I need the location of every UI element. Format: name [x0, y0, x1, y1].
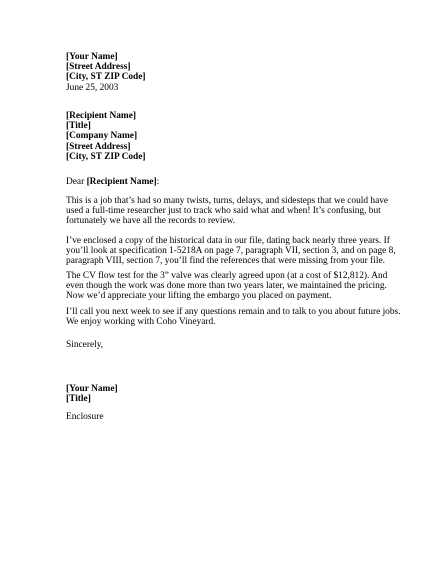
paragraph-line: I’ve enclosed a copy of the historical data in our file, dating back nearly three years. If — [66, 236, 390, 246]
signature-block — [66, 384, 406, 404]
closing: Sincerely, — [66, 340, 104, 350]
enclosure-notation: Enclosure — [66, 412, 104, 422]
body-paragraph-4 — [66, 307, 406, 327]
paragraph-line: even though the work was done more than two years later, we maintained the pricing. — [66, 281, 387, 292]
body-paragraph-2 — [66, 236, 406, 267]
body-paragraph-1 — [66, 196, 406, 227]
sender-block — [66, 52, 406, 93]
recipient-company: [Company Name] — [66, 131, 138, 142]
closing-block — [66, 340, 406, 350]
recipient-city: [City, ST ZIP Code] — [66, 151, 146, 162]
paragraph-line: you’ll look at specification 1-5218A on page 7, paragraph VII, section 3, and on page 8, — [66, 246, 396, 257]
paragraph-line: We enjoy working with Coho Vineyard. — [66, 317, 216, 328]
paragraph-line: The CV flow test for the 3” valve was clearly agreed upon (at a cost of $12,812). And — [66, 271, 388, 281]
recipient-title: [Title] — [66, 121, 91, 132]
salutation-name: [Recipient Name] — [86, 177, 157, 187]
paragraph-line: used a full-time researcher just to track who said what and when! It’s confusing, but — [66, 206, 381, 217]
body-paragraph-3 — [66, 271, 406, 302]
enclosure-block — [66, 412, 406, 422]
paragraph-line: This is a job that’s had so many twists, turns, delays, and sidesteps that we could have — [66, 196, 389, 206]
salutation-suffix: : — [156, 177, 160, 187]
paragraph-line: paragraph VIII, section 7, you’ll find the references that were missing from your file. — [66, 256, 385, 267]
paragraph-line: fortunately we have all the records to review. — [66, 216, 236, 227]
sender-city: [City, ST ZIP Code] — [66, 72, 146, 83]
signature-name: [Your Name] — [66, 384, 118, 394]
salutation — [66, 177, 406, 187]
recipient-name: [Recipient Name] — [66, 111, 137, 121]
recipient-block — [66, 111, 406, 162]
recipient-street: [Street Address] — [66, 141, 131, 152]
paragraph-line: Now we’d appreciate your lifting the embargo you placed on payment. — [66, 291, 332, 302]
sender-street: [Street Address] — [66, 62, 131, 73]
salutation-prefix: Dear — [66, 177, 87, 187]
letter-date: June 25, 2003 — [66, 82, 119, 93]
signature-title: [Title] — [66, 394, 91, 405]
sender-name: [Your Name] — [66, 52, 118, 62]
paragraph-line: I’ll call you next week to see if any questions remain and to talk to you about future jobs. — [66, 307, 401, 317]
